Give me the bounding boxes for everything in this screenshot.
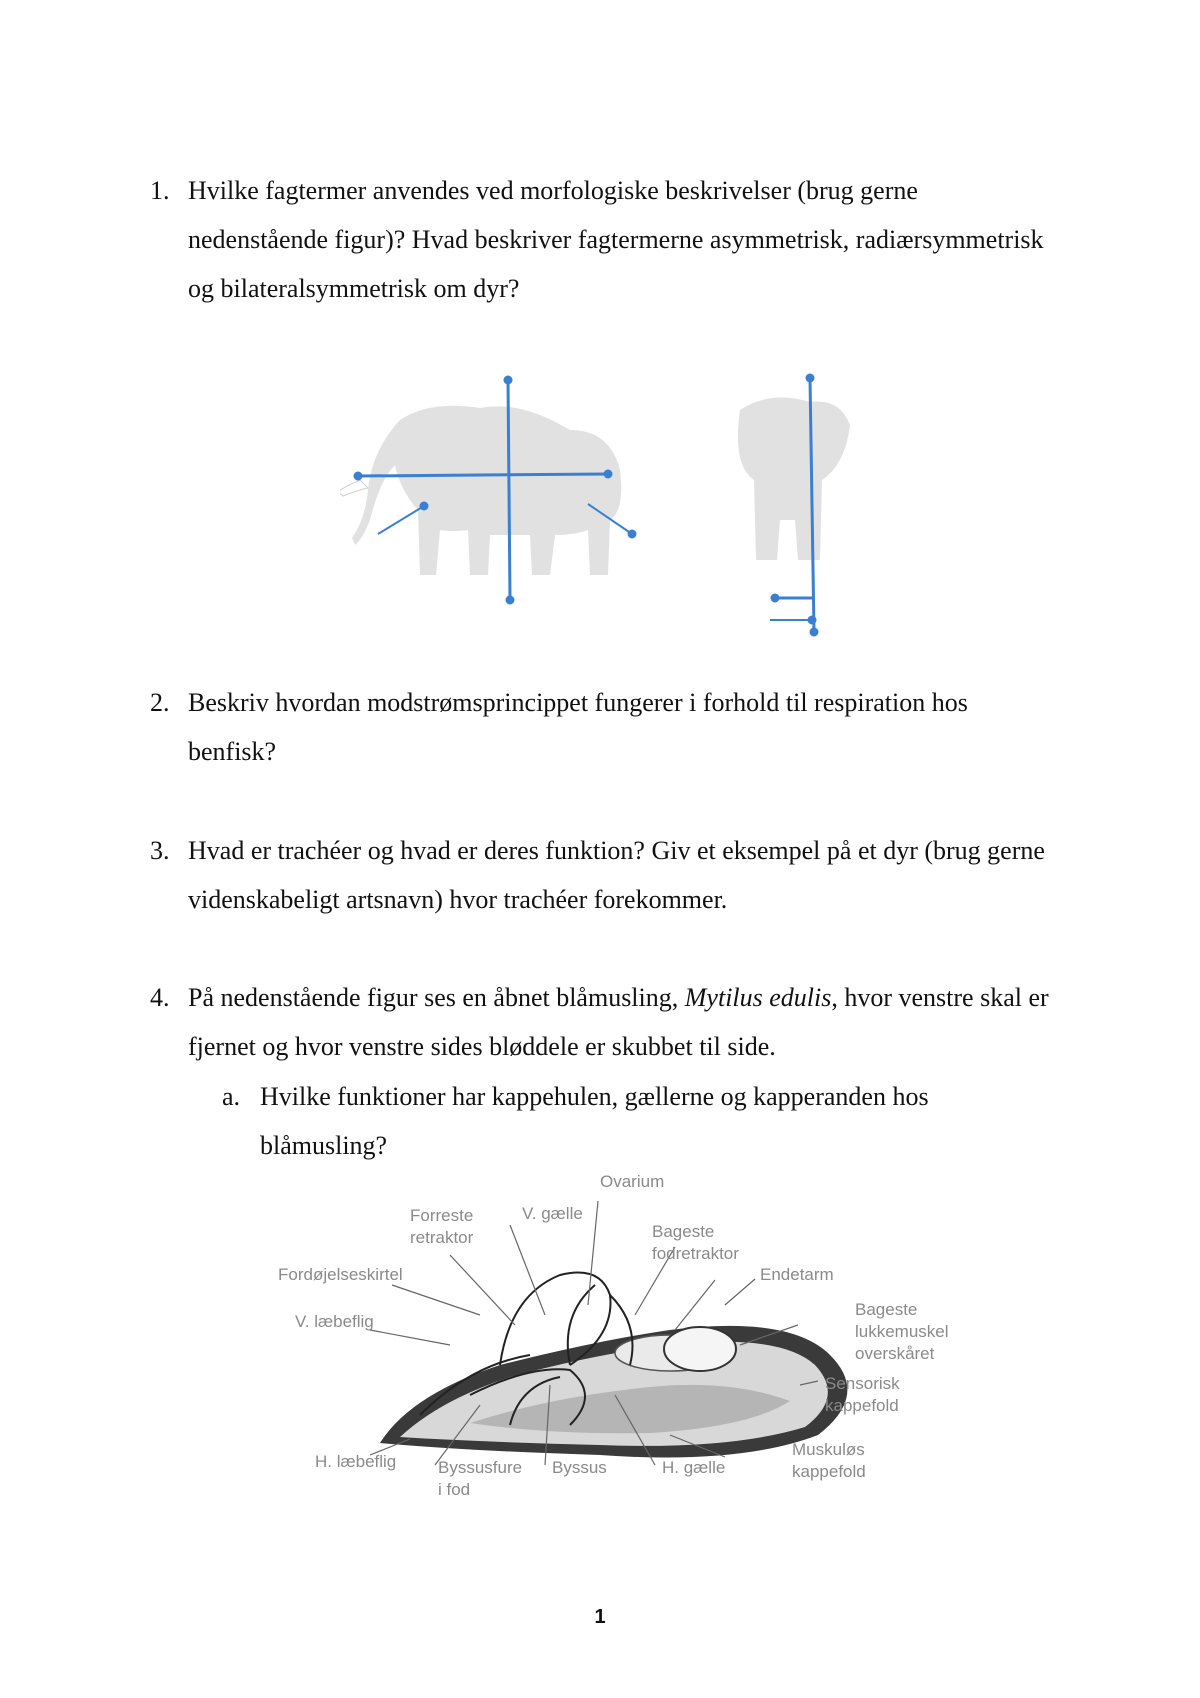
label-muskuloes-kappefold-1: Muskuløs xyxy=(792,1440,865,1459)
mussel-shell xyxy=(380,1326,847,1458)
question-text: Beskriv hvordan modstrømsprincippet fungerer i forhold til respiration hos benfisk? xyxy=(188,688,968,766)
question-number: 1. xyxy=(150,176,170,205)
label-byssusfure-1: Byssusfure xyxy=(438,1458,523,1477)
question-number: 4. xyxy=(150,983,170,1012)
label-bageste-lukkemuskel-3: overskåret xyxy=(855,1344,935,1363)
label-byssusfure-2: i fod xyxy=(438,1480,471,1499)
question-3 xyxy=(150,826,1050,924)
label-bageste-fodretraktor-2: fodretraktor xyxy=(652,1244,739,1263)
label-bageste-lukkemuskel-2: lukkemuskel xyxy=(855,1322,949,1341)
label-ovarium: Ovarium xyxy=(600,1172,665,1191)
elephant-side-view xyxy=(340,406,621,575)
label-forreste-retraktor-1: Forreste xyxy=(410,1206,474,1225)
label-bageste-lukkemuskel-1: Bageste xyxy=(855,1300,918,1319)
label-h-gaelle: H. gælle xyxy=(662,1458,726,1477)
elephant-front-view xyxy=(738,398,850,561)
label-v-laebeflig: V. læbeflig xyxy=(295,1312,374,1331)
subquestion-text: Hvilke funktioner har kappehulen, gællerne og kapperanden hos blåmusling? xyxy=(260,1082,929,1160)
label-sensorisk-kappefold-1: Sensorisk xyxy=(825,1374,900,1393)
question-text: På nedenstående figur ses en åbnet blåmusling, Mytilus edulis, hvor venstre skal er fjernet og hvor venstre sides bløddele er skubbet til side. xyxy=(188,983,1049,1061)
question-4 xyxy=(150,973,1050,1071)
subquestion-a xyxy=(222,1072,1052,1170)
label-muskuloes-kappefold-2: kappefold xyxy=(792,1462,866,1481)
question-number: 2. xyxy=(150,688,170,717)
label-v-gaelle: V. gælle xyxy=(522,1204,583,1223)
label-endetarm: Endetarm xyxy=(760,1265,834,1284)
mussel-anatomy-figure xyxy=(270,1165,970,1505)
question-1 xyxy=(150,166,1050,313)
label-bageste-fodretraktor-1: Bageste xyxy=(652,1222,715,1241)
label-forreste-retraktor-2: retraktor xyxy=(410,1228,474,1247)
subquestion-letter: a. xyxy=(222,1082,241,1111)
label-sensorisk-kappefold-2: kappefold xyxy=(825,1396,899,1415)
question-text: Hvad er trachéer og hvad er deres funktion? Giv et eksempel på et dyr (brug gerne videnskabeligt artsnavn) hvor trachéer forekommer. xyxy=(188,836,1045,914)
species-name: Mytilus edulis xyxy=(684,983,832,1012)
question-number: 3. xyxy=(150,836,170,865)
label-byssus: Byssus xyxy=(552,1458,607,1477)
elephant-symmetry-figure xyxy=(340,370,900,640)
label-h-laebeflig: H. læbeflig xyxy=(315,1452,397,1471)
page-number: 1 xyxy=(594,1606,606,1628)
label-fordoejelseskirtel: Fordøjelseskirtel xyxy=(278,1265,403,1284)
question-2 xyxy=(150,678,1050,776)
question-text: Hvilke fagtermer anvendes ved morfologiske beskrivelser (brug gerne nedenstående figur)? Hvad beskriver fagtermerne asymmetrisk, radiærsymmetrisk og bilateralsymmetrisk om dyr? xyxy=(188,176,1044,303)
